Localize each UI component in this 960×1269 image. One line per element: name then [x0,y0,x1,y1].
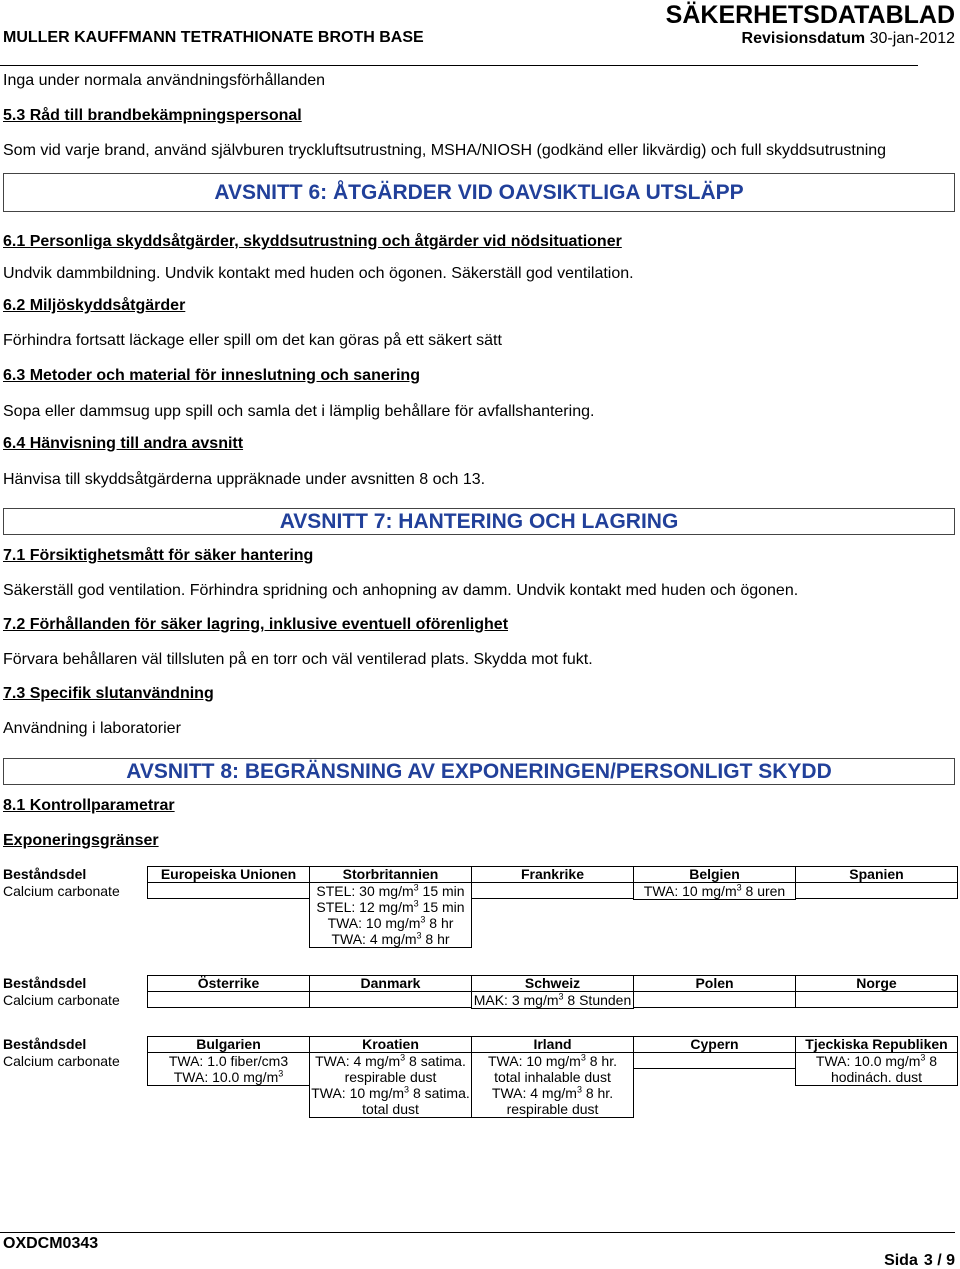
section-6-header [3,173,955,212]
table-header-cell: Irland [471,1036,634,1053]
table-header-cell: Kroatien [309,1036,472,1053]
table-cell-line: TWA: 10 $mg/m^3$ 8 satima. [311,1084,470,1101]
subsection-7-2-heading: 7.2 Förhållanden för säker lagring, inklusive eventuell oförenlighet [3,616,509,633]
page-indicator [884,1254,955,1268]
table-data-row [148,1052,958,1118]
table-cell [633,991,796,1008]
table-cell-line: TWA: 4 $mg/m^3$ 8 hr [331,930,450,947]
table-header-row [148,1036,958,1053]
subsection-7-1-text: Säkerställ god ventilation. Förhindra spridning och anhopning av damm. Undvik kontakt med huden och ögonen. [3,582,799,599]
superscript: 3 [413,898,419,909]
table-cell-line: TWA: 4 $mg/m^3$ 8 hr. [491,1084,614,1101]
superscript: 3 [558,991,564,1002]
table-header-cell: Bulgarien [147,1036,310,1053]
superscript: 3 [736,882,742,893]
superscript: 3 [420,914,426,925]
subsection-5-3-text: Som vid varje brand, använd självburen tryckluftsutrustning, MSHA/NIOSH (godkänd eller likvärdig) och full skyddsutrustning [3,142,887,159]
revision-label: Revisionsdatum [741,30,866,47]
table-cell-line: TWA: 4 $mg/m^3$ 8 satima. [315,1052,466,1069]
table-data-row [148,882,958,948]
exposure-limits-grid [148,1036,958,1118]
table-cell [633,1052,796,1069]
superscript: 3 [416,930,422,941]
table-cell [795,882,958,899]
table-cell [147,991,310,1008]
table-cell-line: STEL: 30 $mg/m^3$ 15 min [316,882,465,899]
component-name: Calcium carbonate [3,1053,120,1069]
table-cell-line: total dust [362,1101,419,1117]
page-label: Sida [884,1252,918,1269]
superscript: 3 [920,1052,926,1063]
table-cell [795,1052,958,1086]
subsection-7-3-text: Användning i laboratorier [3,720,181,737]
subsection-6-3-heading: 6.3 Metoder och material för inneslutning och sanering [3,367,420,384]
table-cell-line: hodinách. dust [830,1069,923,1085]
superscript: 3 [400,1052,406,1063]
table-cell-line: total inhalable dust [494,1069,611,1085]
table-header-cell: Danmark [309,975,472,992]
table-cell [147,1052,310,1086]
subsection-6-2-text: Förhindra fortsatt läckage eller spill om det kan göras på ett säkert sätt [3,332,502,349]
table-cell [309,991,472,1008]
page-number: 3 / 9 [923,1252,955,1269]
table-cell [147,882,310,899]
table-header-cell: Tjeckiska Republiken [795,1036,958,1053]
table-cell-line: TWA: 1.0 fiber/cm3 [168,1053,289,1069]
table-cell-line: TWA: 10 $mg/m^3$ 8 uren [643,882,786,899]
subsection-6-1-heading: 6.1 Personliga skyddsåtgärder, skyddsutrustning och åtgärder vid nödsituationer [3,233,622,250]
table-cell [471,1052,634,1118]
document-code: OXDCM0343 [3,1235,99,1252]
table-cell-line: STEL: 12 $mg/m^3$ 15 min [316,898,465,915]
revision-info [742,29,955,48]
document-title: SÄKERHETSDATABLAD [665,1,955,29]
section-7-title: AVSNITT 7: HANTERING OCH LAGRING [279,510,679,533]
table-cell [471,991,634,1009]
subsection-6-2-heading: 6.2 Miljöskyddsåtgärder [3,297,186,314]
product-name: MULLER KAUFFMANN TETRATHIONATE BROTH BASE [3,29,424,46]
subsection-7-1-heading: 7.1 Försiktighetsmått för säker hantering [3,547,314,564]
exposure-limits-grid [148,866,958,948]
table-header-row [148,975,958,992]
superscript: 3 [278,1068,284,1079]
subsection-8-1-heading: 8.1 Kontrollparametrar [3,797,175,814]
table-cell-line: TWA: 10.0 $mg/m^3$ 8 [815,1052,938,1069]
component-header: Beståndsdel [3,1036,87,1052]
header-rule [0,65,918,66]
table-cell-line: MAK: 3 $mg/m^3$ 8 Stunden [473,991,632,1008]
section-7-header [3,508,955,535]
table-header-row [148,866,958,883]
table-cell-line: TWA: 10 $mg/m^3$ 8 hr. [488,1052,617,1069]
section-8-header [3,758,955,785]
section-6-title: AVSNITT 6: ÅTGÄRDER VID OAVSIKTLIGA UTSLÄPP [214,181,744,204]
table-cell-line: respirable dust [506,1101,599,1117]
subsection-5-3-heading: 5.3 Råd till brandbekämpningspersonal [3,107,302,124]
subsection-6-4-text: Hänvisa till skyddsåtgärderna uppräknade under avsnitten 8 och 13. [3,471,486,488]
table-header-cell: Österrike [147,975,310,992]
component-name: Calcium carbonate [3,883,120,899]
superscript: 3 [413,882,419,893]
subsection-6-3-text: Sopa eller dammsug upp spill och samla det i lämplig behållare för avfallshantering. [3,403,595,420]
component-header: Beståndsdel [3,975,87,991]
table-header-cell: Frankrike [471,866,634,883]
table-cell-line: respirable dust [344,1069,437,1085]
table-header-cell: Belgien [633,866,796,883]
table-header-cell: Norge [795,975,958,992]
table-header-cell: Spanien [795,866,958,883]
exposure-limits-grid [148,975,958,1009]
superscript: 3 [576,1084,582,1095]
revision-date: 30-jan-2012 [869,30,955,47]
table-header-cell: Cypern [633,1036,796,1053]
component-name: Calcium carbonate [3,992,120,1008]
section-5-continued-text: Inga under normala användningsförhållanden [3,72,326,89]
section-8-title: AVSNITT 8: BEGRÄNSNING AV EXPONERINGEN/PERSONLIGT SKYDD [126,760,832,783]
table-cell [633,882,796,900]
table-cell-line: TWA: 10.0 $mg/m^3$ [173,1068,284,1085]
table-cell-line: TWA: 10 $mg/m^3$ 8 hr [327,914,454,931]
footer-rule [0,1232,955,1233]
table-cell [795,991,958,1008]
subsection-7-3-heading: 7.3 Specifik slutanvändning [3,685,214,702]
table-cell [309,1052,472,1118]
exposure-limits-heading: Exponeringsgränser [3,832,159,849]
table-header-cell: Europeiska Unionen [147,866,310,883]
table-data-row [148,991,958,1009]
component-header: Beståndsdel [3,866,87,882]
subsection-7-2-text: Förvara behållaren väl tillsluten på en torr och väl ventilerad plats. Skydda mot fukt. [3,651,593,668]
table-header-cell: Polen [633,975,796,992]
superscript: 3 [580,1052,586,1063]
subsection-6-1-text: Undvik dammbildning. Undvik kontakt med huden och ögonen. Säkerställ god ventilation. [3,265,634,282]
subsection-6-4-heading: 6.4 Hänvisning till andra avsnitt [3,435,244,452]
table-cell [471,882,634,899]
table-cell [309,882,472,948]
superscript: 3 [404,1084,410,1095]
table-header-cell: Storbritannien [309,866,472,883]
table-header-cell: Schweiz [471,975,634,992]
